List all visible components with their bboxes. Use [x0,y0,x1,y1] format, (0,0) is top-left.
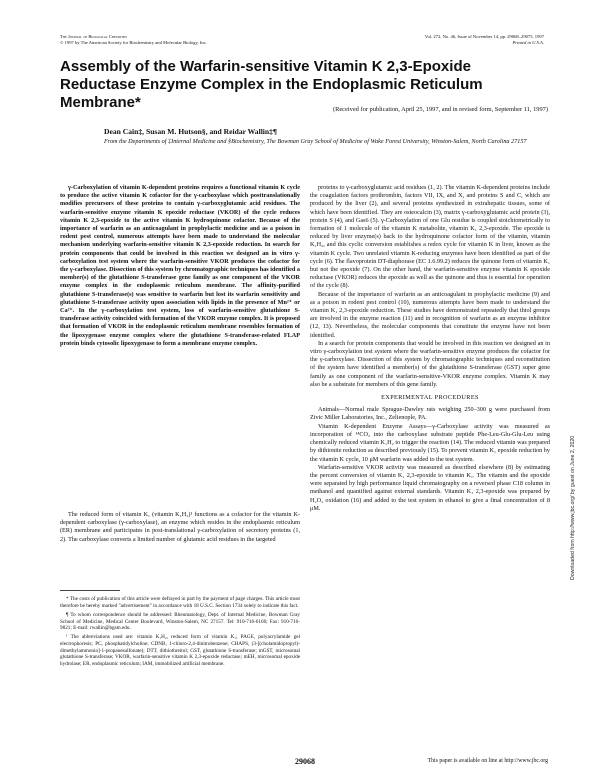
right-column [310,184,550,513]
page-number: 29068 [295,757,315,766]
download-watermark: Downloaded from http://www.jbc.org/ by guest on June 2, 2020 [570,435,576,580]
section-heading: EXPERIMENTAL PROCEDURES [381,394,479,402]
issue-header [425,34,544,46]
footnote-costs: * The costs of publication of this article were defrayed in part by the payment of page charges. This article must therefore be hereby marked "advertisement" in accordance with 18 U.S.C. Section 1734 solely to indicate this fact. [60,596,300,609]
footnote-rule [60,590,120,591]
affiliation: From the Departments of ‡Internal Medicine and §Biochemistry, The Bowman Gray School of Medicine of Wake Forest University, Winston-Salem, North Carolina 27157 [104,138,527,145]
online-availability: This paper is available on line at http://www.jbc.org [427,758,548,764]
footnotes [60,596,300,670]
article-title: Assembly of the Warfarin-sensitive Vitamin K 2,3-Epoxide Reductase Enzyme Complex in the Endoplasmic Reticulum Membrane* [60,58,483,111]
abstract: γ-Carboxylation of vitamin K-dependent proteins requires a functional vitamin K cycle to produce the active vitamin K cofactor for the γ-carboxylase which posttranslationally modifies precursors of these proteins to contain γ-carboxyglutamic acid residues. The warfarin-sensitive enzyme vitamin K epoxide reductase (VKOR) of the cycle reduces vitamin K 2,3-epoxide to the active vitamin K hydroquinone cofactor. Because of the importance of warfarin as an anticoagulant in prophylactic medicine and as a poison in rodent pest control, numerous attempts have been made to understand the molecular mechanism underlying warfarin-sensitive vitamin K 2,3-epoxide reduction. In search for protein components that could be involved in this reaction we designed an in vitro γ-carboxylation test system where the warfarin-sensitive VKOR produces the cofactor for the γ-carboxylase. Dissection of this system by chromatographic techniques has identified a member(s) of the glutathione S-transferase gene family as one component of the VKOR enzyme complex in the endoplasmic reticulum membrane. The affinity-purified glutathione S-transferase(s) was sensitive to warfarin but lost its warfarin sensitivity and glutathione S-transferase activity upon association with lipids in the presence of Mn²⁺ or Ca²⁺. In the γ-carboxylation test system, loss of warfarin-sensitive glutathione S-transferase activity coincided with formation of the VKOR enzyme complex. It is proposed that formation of VKOR in the endoplasmic reticulum membrane resembles formation of the lipoxygenase enzyme complex where the glutathione S-transferase-related FLAP protein binds cytosolic lipoxygenase to form a membrane enzyme complex. [60,184,300,347]
paragraph: In a search for protein components that would be involved in this reaction we designed an in vitro γ-carboxylation test system where the warfarin-sensitive enzyme produces the cofactor for the γ-carboxylase. Dissection of this system by chromatographic techniques and reconstitution of the system have identified a member(s) of the glutathione S-transferase (GST) super gene family as one component of the warfarin-sensitive-VKOR enzyme complex. Vitamin K may also be a substrate for members of this gene family. [310,339,550,388]
printed-line: Printed in U.S.A. [512,40,544,45]
paragraph: Because of the importance of warfarin as an anticoagulant in prophylactic medicine (9) and as a poison in rodent pest control (10), numerous attempts have been made to understand the vitamin K₁ 2,3-epoxide reduction. These studies have demonstrated repeatedly that thiol groups are involved in the enzyme reaction (11) and in recognition of warfarin as an enzyme inhibitor (12, 13). Nevertheless, the molecular components that constitute the enzyme have not been identified. [310,290,550,339]
footnote-abbreviations: ¹ The abbreviations used are: vitamin K₁H₂, reduced form of vitamin K₁; PAGE, polyacrylamide gel electrophoresis; PC, phosphatidylcholine; CDNB, 1-chloro-2,4-dinitrobenzene; CHAPS, (3-[(cholamidopropyl)-dimethylammonio]-1-propanesulfonate); DTT, dithiothreitol; GST, glutathione S-transferase; mGST, microsomal glutathione S-transferase; VKOR, warfarin-sensitive vitamin K 2,3-epoxide reductase; mEH, microsomal epoxide hydrolase; ER, endoplasmic reticulum; IAM, immobilized artificial membrane. [60,634,300,668]
intro-paragraph: The reduced form of vitamin K₁ (vitamin K₁H₂)¹ functions as a cofactor for the vitamin K-dependent carboxylase (γ-carboxylase), an enzyme which resides in the endoplasmic reticulum (ER) membrane and participates in post-translational γ-carboxylation of secretory proteins (1, 2). The carboxylase converts a limited number of glutamic acid residues in the targeted [60,511,300,543]
paragraph: Animals—Normal male Sprague-Dawley rats weighing 250–300 g were purchased from Zivic Miller Laboratories, Inc., Zelienople, PA. [310,406,550,422]
footnote-correspondence: ¶ To whom correspondence should be addressed: Rheumatology, Dept. of Internal Medicine, Bowman Gray School of Medicine, Medical Center Boulevard, Winston-Salem, NC 27157. Tel: 910-716-6166; Fax: 910-716-9821; E-mail: rwallin@bgsm.edu. [60,611,300,632]
paragraph: proteins to γ-carboxyglutamic acid residues (1, 2). The vitamin K-dependent proteins include the coagulation factors prothrombin, factors VII, IX, and X, and proteins S and C, which are produced by the liver (2), and several proteins synthesized in extrahepatic tissues, some of which have been identified. They are osteocalcin (3), matrix γ-carboxyglutamic acid protein (3), protein S (4), and Gas6 (5). γ-Carboxylation of one Glu residue is coupled stoichiometrically to formation of 1 molecule of the vitamin K metabolite, vitamin K₁ 2,3-epoxide. The epoxide is reduced by liver enzyme(s) back to the hydroquinone cofactor form of the vitamin, vitamin K₁H₂, and this cyclic conversion establishes a redox cycle for vitamin K in liver, known as the vitamin K cycle. Two unrelated vitamin K-reducing enzymes have been identified as part of the cycle (6). The flavoprotein DT-diaphorase (EC 1.6.99.2) reduces the quinone form of vitamin K₁ but not the epoxide (7). On the other hand, the warfarin-sensitive enzyme vitamin K epoxide reductase (VKOR) reduces the epoxide as well as the quinone and thus is essential for operation of the cycle (8). [310,184,550,290]
author-list: Dean Cain‡, Susan M. Hutson§, and Reidar Wallin‡¶ [104,127,278,136]
journal-name: The Journal of Biological Chemistry [60,34,128,39]
received-dates: (Received for publication, April 25, 1997, and in revised form, September 11, 1997) [332,106,548,113]
journal-header [60,34,207,46]
paragraph: Vitamin K-dependent Enzyme Assays—γ-Carboxylase activity was measured as incorporation of ¹⁴CO₂ into the carboxylase substrate peptide Phe-Leu-Glu-Glu-Leu using chemically reduced vitamin K₁H₂ to trigger the reaction (14). The reduced vitamin was prepared by dithionite reduction as described previously (15). To prevent vitamin K₁ epoxide reduction by the vitamin K cycle, 10 μM warfarin was added to the test system. [310,422,550,463]
paragraph: Warfarin-sensitive VKOR activity was measured as described elsewhere (8) by estimating the percent conversion of vitamin K₁ 2,3-epoxide to vitamin K₁. The vitamin and the epoxide were separated by high performance liquid chromatography on a reversed phase C18 column in methanol and quantified against external standards. Vitamin K₁ 2,3-epoxide was prepared by H₂O₂ oxidation (16) and added to the test system in ethanol to give a final concentration of 8 μM. [310,463,550,512]
copyright-line: © 1997 by The American Society for Biochemistry and Molecular Biology, Inc. [60,40,207,45]
issue-line: Vol. 272, No. 46, Issue of November 14, pp. 29068–29075, 1997 [424,34,544,39]
